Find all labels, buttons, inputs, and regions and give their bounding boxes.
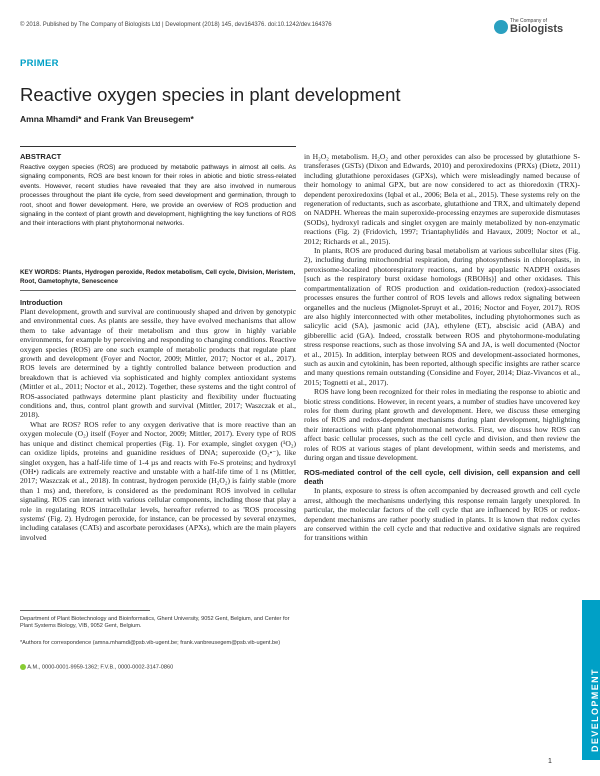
section-heading-ros-cell-cycle: ROS-mediated control of the cell cycle, cell division, cell expansion and cell death — [304, 468, 580, 487]
footnote-rule — [20, 610, 150, 611]
intro-paragraph-2: What are ROS? ROS refer to any oxygen derivative that is more reactive than an oxygen molecule (O₂) itself (Foyer and Noctor, 2009; Mittler, 2017). Every type of ROS has unique and distinct chemical properties (Fig. 1). For example, singlet oxygen (¹O₂) can oxidize lipids, proteins and guanidine residues of DNA; superoxide (O₂•⁻), like singlet oxygen, has a half-life time of 1-4 µs and reacts with Fe-S proteins; and hydroxyl (OH•) radicals are extremely reactive and unstable with a half-life time of 1 ns (Mittler, 2017; Waszczak et al., 2018). In contrast, hydrogen peroxide (H₂O₂) is fairly stable (more than 1 ms) and, therefore, is considered as the predominant ROS involved in cellular signaling. ROS can interact with various cellular components, including those that play a role in regulating ROS intracellular levels, hereafter referred to as 'ROS processing systems' (Fig. 2). Hydrogen peroxide, for instance, can be processed by several enzymes, including catalases (CATs) and ascorbate peroxidases (APXs), which are the main players involved — [20, 419, 296, 542]
orcid-text: A.M., 0000-0001-9959-1362; F.V.B., 0000-0002-3147-0860 — [27, 664, 174, 671]
keywords: KEY WORDS: Plants, Hydrogen peroxide, Redox metabolism, Cell cycle, Division, Meristem, Root, Gametophyte, Senescence — [20, 269, 296, 285]
right-paragraph-4: In plants, exposure to stress is often accompanied by decreased growth and cell cycle arrest, although the mechanisms underlying this response remain largely unexplored. In particular, the molecular factors of the cell cycle that are influenced by ROS or redox-dependent mechanisms are rather poorly studied in plants. It is known that redox cycles are conserved within the cell cycle and that reductive and oxidative signals are required for transitions within — [304, 486, 580, 543]
right-paragraph-3: ROS have long been recognized for their roles in mediating the response to abiotic and biotic stress conditions. However, in recent years, a number of studies have uncovered key roles for them during plant growth and development. Here, we discuss these emerging roles of ROS and redox-dependent mechanisms during plant development, highlighting their interactions with plant phytohormonal networks. First, we discuss how ROS can affect basic cellular processes, such as the cell cycle and division, and then review the roles of ROS at various stages of plant development, within seeds and meristems, and during organ and tissue development. — [304, 387, 580, 462]
right-paragraph-1: in H₂O₂ metabolism. H₂O₂ and other peroxides can also be processed by glutathione S-transferases (GSTs) (Dixon and Edwards, 2010) and peroxiredoxins (PRXs) (Dietz, 2011) including glutathione peroxidases (GPXs), which were misleadingly named because of their homology to animal GPX, but are now considered to act as thioredoxin (TRX)-dependent peroxiredoxins (Iqbal et al., 2006; Bela et al., 2015). These systems rely on the regeneration of reductants, such as ascorbate, glutathione and TRX, and ultimately depend on NADPH. Whereas the main superoxide-processing enzymes are superoxide dismutases (SODs), hydroxyl radicals and singlet oxygen are mainly metabolized by non-enzymatic reactions (Fig. 2) (Fridovich, 1997; Triantaphylidès and Havaux, 2009; Noctor et al., 2012; Richards et al., 2015). — [304, 152, 580, 246]
orcid-icon — [20, 664, 26, 670]
page-number: 1 — [548, 758, 552, 765]
keywords-bottom-rule — [20, 290, 296, 291]
left-column — [20, 298, 296, 580]
author-list[interactable]: Amna Mhamdi* and Frank Van Breusegem* — [20, 114, 194, 124]
abstract-top-rule — [20, 146, 296, 147]
orcid-footnote[interactable] — [20, 664, 296, 672]
publisher-small-text: The Company of — [510, 18, 547, 24]
development-side-tab — [582, 600, 600, 760]
right-column — [304, 152, 580, 746]
running-header: © 2018. Published by The Company of Biologists Ltd | Development (2018) 145, dev164376. doi:10.1242/dev.164376 — [20, 22, 332, 28]
abstract-heading: ABSTRACT — [20, 152, 62, 161]
article-title: Reactive oxygen species in plant development — [20, 84, 401, 105]
right-paragraph-2: In plants, ROS are produced during basal metabolism at various subcellular sites (Fig. 2), including during mitochondrial respiration, during photosynthesis in chloroplasts, in peroxisome-localized photorespiratory reactions, and by apoplastic NADPH oxidases [such as the respiratory burst oxidase homologs (RBOHs)] and other oxidases. This compartmentalization of ROS production and oxidation-reduction (redox)-associated processes ensures the further control of ROS levels and allows redox signaling between organelles and the nucleus (Mignolet-Spruyt et al., 2016; Noctor and Foyer, 2017). ROS are also highly interconnected with other metabolites, including phytohormones such as salicylic acid (SA), jasmonic acid (JA), ethylene (ET), abscisic acid (ABA) and gibberellic acid (GA). Indeed, crosstalk between ROS and phytohormone-modulating stress response reactions, such as those involving SA and JA, is well documented (Noctor et al., 2015). In addition, interplay between ROS and development-associated hormones, such as auxin and cytokinin, has been reported, although specific insights are rather scarce and many questions remain outstanding (Considine and Foyer, 2014; Diaz-Vivancos et al., 2015; Tognetti et al., 2017). — [304, 246, 580, 387]
logo-icon — [494, 20, 508, 34]
affiliation-footnote: Department of Plant Biotechnology and Bioinformatics, Ghent University, 9052 Gent, Belgium, and Center for Plant Systems Biology, VIB, 9052 Gent, Belgium. — [20, 616, 290, 630]
publisher-logo[interactable] — [510, 18, 572, 40]
correspondence-footnote[interactable]: *Authors for correspondence (amna.mhamdi@psb.vib-ugent.be; frank.vanbreusegem@psb.vib-ugent.be) — [20, 640, 281, 646]
article-type-label: PRIMER — [20, 58, 59, 69]
side-tab-label: DEVELOPMENT — [590, 668, 600, 752]
publisher-big-text: Biologists — [510, 23, 564, 35]
abstract-text: Reactive oxygen species (ROS) are produced by metabolic pathways in almost all cells. As signaling components, ROS are best known for their roles in abiotic and biotic stress-related events. However, recent studies have revealed that they are also involved in numerous processes throughout the plant life cycle, from seed development and germination, through to root, shoot and flower development. Here, we provide an overview of ROS production and signaling in the context of plant growth and development, highlighting the key functions of ROS and their interactions with plant phytohormonal networks. — [20, 164, 296, 228]
intro-heading: Introduction — [20, 298, 63, 307]
intro-paragraph-1: Plant development, growth and survival are continuously shaped and driven by genotypic and environmental cues. As plants are sessile, they have evolved mechanisms that allow them to take advantage of their metabolism and thus grow in highly variable environments, for example by perceiving and responding to changing conditions. Reactive oxygen species (ROS) are one such example of metabolic products that regulate plant growth and development (Foyer and Noctor, 2009; Mittler, 2017; Noctor et al., 2017). ROS levels are determined by a tightly controlled balance between production and breakdown that is achieved via sophisticated and highly complex antioxidant systems (Mittler et al., 2011; Noctor et al., 2012). Together, these systems and the tight control of ROS-associated pathways determine plant plasticity and flexibility under fluctuating conditions and, thus, control plant growth and survival (Mittler, 2017; Waszczak et al., 2018). — [20, 307, 296, 420]
